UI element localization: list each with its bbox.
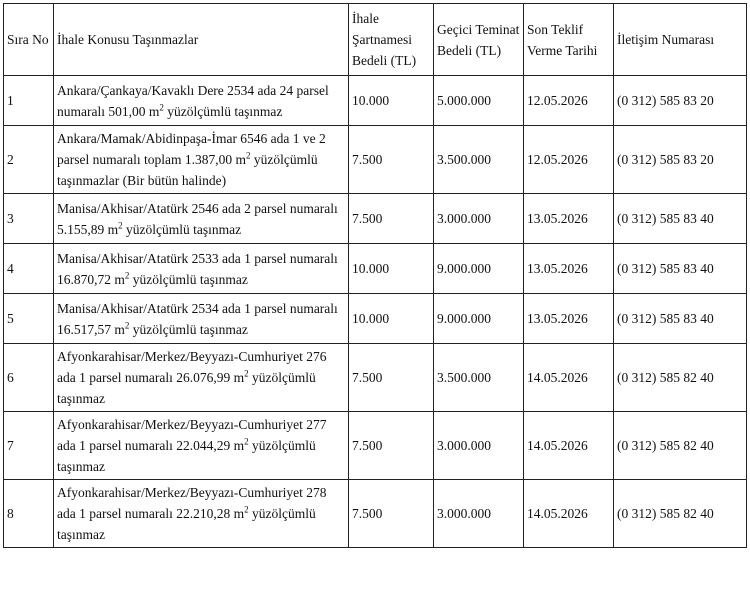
row-guarantee: 5.000.000 [434, 76, 524, 126]
row-guarantee: 3.500.000 [434, 344, 524, 412]
row-date: 13.05.2026 [524, 244, 614, 294]
table-row [4, 244, 747, 294]
header-subject: İhale Konusu Taşınmazlar [54, 4, 349, 76]
row-date: 12.05.2026 [524, 76, 614, 126]
row-no: 8 [4, 480, 54, 548]
row-subject [54, 344, 349, 412]
row-date: 12.05.2026 [524, 126, 614, 194]
table-row [4, 412, 747, 480]
row-subject [54, 244, 349, 294]
table-row [4, 126, 747, 194]
table-row [4, 294, 747, 344]
subject-text: Ankara/Mamak/Abidinpaşa-İmar 6546 ada 1 ve 2 parsel numaralı toplam 1.387,00 m [57, 131, 326, 167]
row-subject [54, 194, 349, 244]
header-phone: İletişim Numarası [614, 4, 747, 76]
area-superscript: 2 [159, 102, 164, 112]
row-fee: 10.000 [349, 244, 434, 294]
subject-text-tail: yüzölçümlü taşınmaz [129, 271, 248, 287]
row-fee: 7.500 [349, 126, 434, 194]
header-date: Son Teklif Verme Tarihi [524, 4, 614, 76]
row-fee: 10.000 [349, 76, 434, 126]
row-no: 2 [4, 126, 54, 194]
row-subject [54, 412, 349, 480]
row-fee: 7.500 [349, 412, 434, 480]
row-phone: (0 312) 585 83 40 [614, 244, 747, 294]
row-date: 13.05.2026 [524, 194, 614, 244]
subject-text: Manisa/Akhisar/Atatürk 2534 ada 1 parsel numaralı 16.517,57 m [57, 300, 338, 337]
row-no: 3 [4, 194, 54, 244]
row-fee: 10.000 [349, 294, 434, 344]
area-superscript: 2 [124, 320, 130, 330]
row-date: 14.05.2026 [524, 412, 614, 480]
subject-text-tail: yüzölçümlü taşınmaz [122, 221, 242, 237]
area-superscript: 2 [245, 150, 251, 161]
subject-text-tail: yüzölçümlü taşınmaz [57, 506, 316, 542]
row-no: 6 [4, 344, 54, 412]
row-date: 14.05.2026 [524, 344, 614, 412]
row-date: 13.05.2026 [524, 294, 614, 344]
table-row [4, 344, 747, 412]
row-fee: 7.500 [349, 480, 434, 548]
row-subject [54, 294, 349, 344]
area-superscript: 2 [124, 270, 130, 280]
row-guarantee: 9.000.000 [434, 294, 524, 344]
row-no: 4 [4, 244, 54, 294]
table-body [4, 76, 747, 548]
row-no: 1 [4, 76, 54, 126]
area-superscript: 2 [118, 220, 123, 230]
row-phone: (0 312) 585 82 40 [614, 412, 747, 480]
row-fee: 7.500 [349, 194, 434, 244]
row-phone: (0 312) 585 83 40 [614, 194, 747, 244]
table-row [4, 76, 747, 126]
subject-text: Ankara/Çankaya/Kavaklı Dere 2534 ada 24 parsel numaralı 501,00 m [57, 82, 329, 119]
tender-table [3, 3, 747, 548]
subject-text-tail: yüzölçümlü taşınmaz [57, 370, 316, 406]
row-subject [54, 76, 349, 126]
table-header-row [4, 4, 747, 76]
subject-text-tail: yüzölçümlü taşınmaz [57, 438, 316, 474]
subject-text: Afyonkarahisar/Merkez/Beyyazı-Cumhuriyet 277 ada 1 parsel numaralı 22.044,29 m [57, 417, 327, 453]
row-date: 14.05.2026 [524, 480, 614, 548]
row-phone: (0 312) 585 83 20 [614, 76, 747, 126]
row-phone: (0 312) 585 83 40 [614, 294, 747, 344]
area-superscript: 2 [244, 504, 249, 515]
row-no: 5 [4, 294, 54, 344]
row-guarantee: 3.000.000 [434, 194, 524, 244]
subject-text: Manisa/Akhisar/Atatürk 2533 ada 1 parsel numaralı 16.870,72 m [57, 250, 338, 287]
row-phone: (0 312) 585 83 20 [614, 126, 747, 194]
row-guarantee: 3.000.000 [434, 412, 524, 480]
row-guarantee: 3.000.000 [434, 480, 524, 548]
row-phone: (0 312) 585 82 40 [614, 480, 747, 548]
subject-text-tail: yüzölçümlü taşınmazlar (Bir bütün halinde) [57, 152, 318, 188]
header-no: Sıra No [4, 4, 54, 76]
row-guarantee: 9.000.000 [434, 244, 524, 294]
area-superscript: 2 [244, 436, 249, 447]
header-fee: İhale Şartnamesi Bedeli (TL) [349, 4, 434, 76]
row-subject [54, 480, 349, 548]
row-fee: 7.500 [349, 344, 434, 412]
subject-text: Afyonkarahisar/Merkez/Beyyazı-Cumhuriyet 278 ada 1 parsel numaralı 22.210,28 m [57, 485, 327, 521]
table-row [4, 480, 747, 548]
subject-text-tail: yüzölçümlü taşınmaz [163, 103, 283, 119]
area-superscript: 2 [244, 368, 249, 379]
table-row [4, 194, 747, 244]
subject-text: Afyonkarahisar/Merkez/Beyyazı-Cumhuriyet 276 ada 1 parsel numaralı 26.076,99 m [57, 349, 327, 385]
subject-text-tail: yüzölçümlü taşınmaz [129, 321, 248, 337]
header-guarantee: Geçici Teminat Bedeli (TL) [434, 4, 524, 76]
row-phone: (0 312) 585 82 40 [614, 344, 747, 412]
row-no: 7 [4, 412, 54, 480]
row-subject [54, 126, 349, 194]
subject-text: Manisa/Akhisar/Atatürk 2546 ada 2 parsel numaralı 5.155,89 m [57, 200, 338, 237]
row-guarantee: 3.500.000 [434, 126, 524, 194]
